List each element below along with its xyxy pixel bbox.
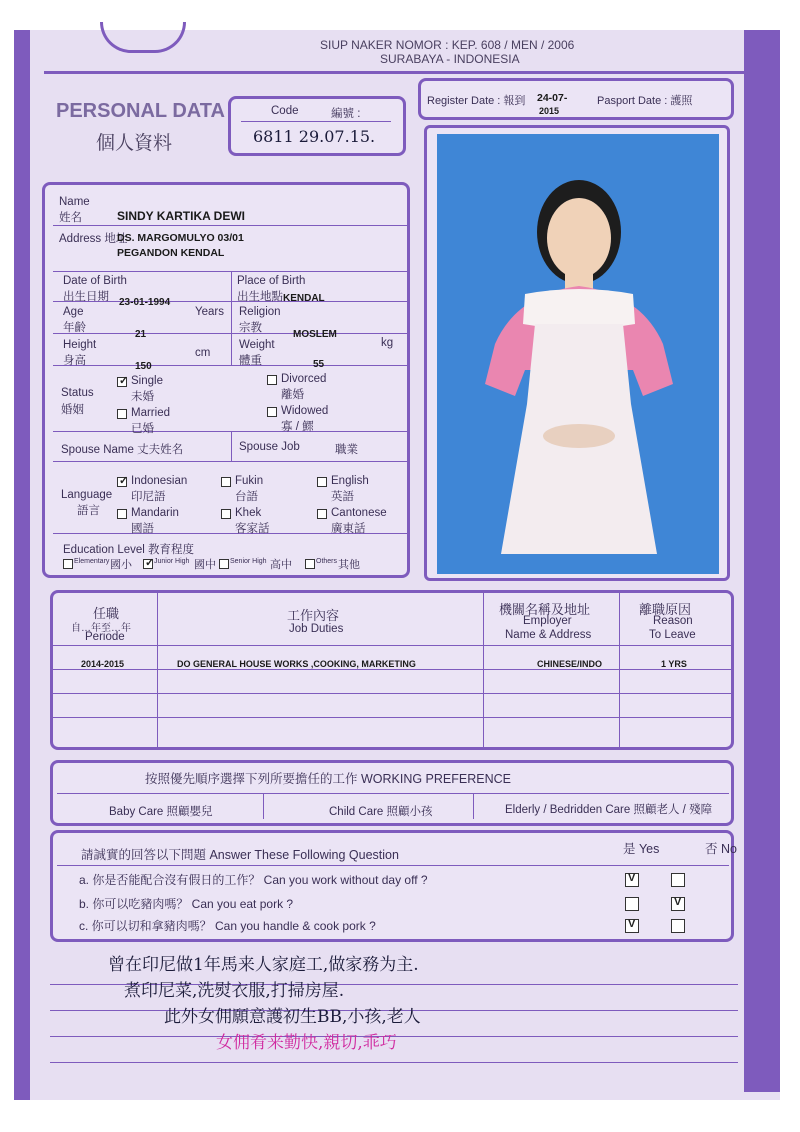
pob-label: Place of Birth xyxy=(237,275,306,287)
language-option-fukin-cn: 台語 xyxy=(235,491,258,503)
col-employer-en2: Name & Address xyxy=(505,629,592,641)
question-0-yes-checkbox[interactable] xyxy=(625,873,639,887)
education-label: Education Level 教育程度 xyxy=(63,544,195,556)
question-0-no-checkbox[interactable] xyxy=(671,873,685,887)
applicant-info-panel xyxy=(42,182,410,578)
language-option-english-cn: 英語 xyxy=(331,491,354,503)
weight-label-cn: 體重 xyxy=(239,355,262,367)
question-2-yes-checkbox[interactable] xyxy=(625,919,639,933)
name-label-cn: 姓名 xyxy=(59,212,82,224)
status-option-married-cn: 已婚 xyxy=(131,423,154,435)
education-checkbox-junior-high-mark: ✓ xyxy=(145,557,155,569)
handwritten-line-3: 此外女佣願意護初生BB,小孩,老人 xyxy=(164,1007,421,1027)
status-checkbox-single[interactable] xyxy=(117,377,127,387)
language-option-fukin: Fukin xyxy=(235,475,264,487)
language-checkbox-indonesian[interactable] xyxy=(117,477,127,487)
register-box xyxy=(418,78,734,120)
col-employer-cn: 機關名稱及地址 xyxy=(499,602,591,617)
header-rule xyxy=(44,71,744,74)
age-label: Age xyxy=(63,306,84,318)
preference-title: 按照優先順序選擇下列所要擔任的工作 WORKING PREFERENCE xyxy=(145,772,511,786)
status-label-cn: 婚姻 xyxy=(61,404,84,416)
spouse-job-label: Spouse Job xyxy=(239,441,300,453)
religion-label-cn: 宗教 xyxy=(239,322,262,334)
status-option-single: Single xyxy=(131,375,163,387)
exp-row-0-period: 2014-2015 xyxy=(81,659,125,669)
photo-placeholder xyxy=(437,134,719,574)
status-label: Status xyxy=(61,387,94,399)
address-line2: PEGANDON KENDAL xyxy=(117,247,225,259)
religion-value: MOSLEM xyxy=(293,329,337,340)
question-2-answer-mark: V xyxy=(628,918,636,930)
question-0-text: a. 你是否能配合沒有假日的工作？ Can you work without day off ? xyxy=(79,873,428,887)
right-border-strip xyxy=(744,30,780,1092)
personal-data-title: PERSONAL DATA xyxy=(56,100,225,122)
spouse-job-label-cn: 職業 xyxy=(335,444,358,456)
language-option-mandarin: Mandarin xyxy=(131,507,179,519)
col-duties-cn: 工作內容 xyxy=(287,608,340,623)
code-underline xyxy=(241,121,391,122)
photo-frame xyxy=(424,125,730,581)
status-option-divorced: Divorced xyxy=(281,373,327,385)
height-value: 150 xyxy=(135,361,152,372)
spouse-name-label: Spouse Name 丈夫姓名 xyxy=(61,444,184,456)
code-box xyxy=(228,96,406,156)
age-unit: Years xyxy=(195,306,224,318)
height-label: Height xyxy=(63,339,97,351)
left-border-strip xyxy=(14,30,30,1100)
status-checkbox-widowed[interactable] xyxy=(267,407,277,417)
language-option-cantonese: Cantonese xyxy=(331,507,387,519)
col-reason-en1: Reason xyxy=(653,615,693,627)
passport-date-label: Pasport Date : 護照 xyxy=(597,95,693,107)
address-label: Address 地址 xyxy=(59,233,128,245)
status-option-married: Married xyxy=(131,407,170,419)
preference-baby-care: Baby Care 照顧嬰兒 xyxy=(109,806,213,818)
dob-label: Date of Birth xyxy=(63,275,127,287)
col-employer-en1: Employer xyxy=(523,615,572,627)
question-2-no-checkbox[interactable] xyxy=(671,919,685,933)
code-value: 6811 29.07.15. xyxy=(253,127,376,146)
language-option-cantonese-cn: 廣東話 xyxy=(331,523,366,535)
address-line1: DS. MARGOMULYO 03/01 xyxy=(117,232,244,244)
language-label: Language xyxy=(61,489,113,501)
language-option-khek-cn: 客家話 xyxy=(235,523,270,535)
register-date-label: Register Date : 報到 xyxy=(427,95,526,107)
language-checkbox-khek[interactable] xyxy=(221,509,231,519)
col-period-cn: 任職 xyxy=(93,606,120,621)
exp-row-0-reason: 1 YRS xyxy=(661,659,687,669)
exp-row-0-employer: CHINESE/INDO xyxy=(537,659,603,669)
status-option-divorced-cn: 離婚 xyxy=(281,389,304,401)
register-year-value: 2015 xyxy=(539,106,560,116)
height-unit: cm xyxy=(195,347,211,359)
education-option-junior-high: Junior High xyxy=(154,558,190,565)
col-reason-cn: 離職原因 xyxy=(639,602,692,617)
education-checkbox-elementary[interactable] xyxy=(63,559,73,569)
education-option-senior-high: Senior High xyxy=(230,558,267,565)
education-checkbox-junior-high[interactable] xyxy=(143,559,153,569)
education-option-others-cn: 其他 xyxy=(338,559,360,571)
education-option-elementary-cn: 國小 xyxy=(110,559,132,571)
question-1-text: b. 你可以吃豬肉嗎？ Can you eat pork ? xyxy=(79,897,294,911)
education-checkbox-senior-high[interactable] xyxy=(219,559,229,569)
working-preference-panel xyxy=(50,760,734,826)
language-option-indonesian-cn: 印尼語 xyxy=(131,491,166,503)
weight-value: 55 xyxy=(313,359,325,370)
language-checkbox-indonesian-mark: ✓ xyxy=(119,475,129,487)
language-option-indonesian: Indonesian xyxy=(131,475,188,487)
status-checkbox-divorced[interactable] xyxy=(267,375,277,385)
handwritten-line-2: 煮印尼菜,洗熨衣服,打掃房屋. xyxy=(124,981,345,1001)
education-option-others: Others xyxy=(316,558,338,565)
handwritten-line-4: 女佣肴来勤快,親切,乖巧 xyxy=(216,1033,397,1053)
preference-child-care: Child Care 照顧小孩 xyxy=(329,806,433,818)
question-0-answer-mark: V xyxy=(628,872,636,884)
dob-value: 23-01-1994 xyxy=(119,297,171,308)
pob-value: KENDAL xyxy=(283,293,325,304)
age-label-cn: 年齡 xyxy=(63,322,86,334)
question-1-yes-checkbox[interactable] xyxy=(625,897,639,911)
handwritten-line-1: 曾在印尼做1年馬来人家庭工,做家務为主. xyxy=(108,955,419,975)
education-checkbox-others[interactable] xyxy=(305,559,315,569)
preference-elderly-care: Elderly / Bedridden Care 照顧老人 / 殘障 xyxy=(505,804,713,816)
col-duties-en: Job Duties xyxy=(289,623,344,635)
language-checkbox-english[interactable] xyxy=(317,477,327,487)
questions-title: 請誠實的回答以下問題 Answer These Following Question xyxy=(81,848,399,862)
dob-label-cn: 出生日期 xyxy=(63,291,109,303)
col-period-sub: 自…年至…年 xyxy=(71,623,131,634)
agency-city-line: SURABAYA - INDONESIA xyxy=(380,52,520,66)
code-label: Code xyxy=(271,105,299,117)
pob-label-cn: 出生地點 xyxy=(237,291,283,303)
language-option-mandarin-cn: 國語 xyxy=(131,523,154,535)
weight-unit: kg xyxy=(381,337,394,349)
question-2-text: c. 你可以切和拿豬肉嗎？ Can you handle & cook pork ? xyxy=(79,919,376,933)
weight-label: Weight xyxy=(239,339,275,351)
status-checkbox-single-mark: ✓ xyxy=(119,375,129,387)
language-option-english: English xyxy=(331,475,369,487)
agency-license-line: SIUP NAKER NOMOR : KEP. 608 / MEN / 2006 xyxy=(320,38,575,52)
language-label-cn: 語言 xyxy=(77,505,100,517)
questions-panel xyxy=(50,830,737,942)
age-value: 21 xyxy=(135,329,147,340)
language-checkbox-cantonese[interactable] xyxy=(317,509,327,519)
code-label-cn: 編號 : xyxy=(331,108,361,120)
question-1-no-checkbox[interactable] xyxy=(671,897,685,911)
applicant-photo xyxy=(437,134,719,574)
education-option-elementary: Elementary xyxy=(74,558,110,565)
question-1-answer-mark: V xyxy=(674,896,682,908)
register-date-value: 24-07- xyxy=(537,92,568,104)
no-label: 否 No xyxy=(705,842,737,856)
yes-label: 是 Yes xyxy=(623,842,660,856)
status-option-widowed: Widowed xyxy=(281,405,329,417)
height-label-cn: 身高 xyxy=(63,355,86,367)
education-option-senior-high-cn: 高中 xyxy=(270,559,292,571)
language-checkbox-mandarin[interactable] xyxy=(117,509,127,519)
col-reason-en2: To Leave xyxy=(649,629,696,641)
status-option-widowed-cn: 寡 / 鰥 xyxy=(281,421,314,433)
col-period-en: Periode xyxy=(85,631,125,643)
religion-label: Religion xyxy=(239,306,281,318)
status-checkbox-married[interactable] xyxy=(117,409,127,419)
name-value: SINDY KARTIKA DEWI xyxy=(117,209,246,223)
experience-table xyxy=(50,590,734,750)
exp-row-0-duties: DO GENERAL HOUSE WORKS ,COOKING, MARKETING xyxy=(177,659,416,669)
language-checkbox-fukin[interactable] xyxy=(221,477,231,487)
personal-data-title-cn: 個人資料 xyxy=(96,133,173,154)
status-option-single-cn: 未婚 xyxy=(131,391,154,403)
language-option-khek: Khek xyxy=(235,507,262,519)
education-option-junior-high-cn: 國中 xyxy=(194,559,216,571)
name-label: Name xyxy=(59,196,90,208)
